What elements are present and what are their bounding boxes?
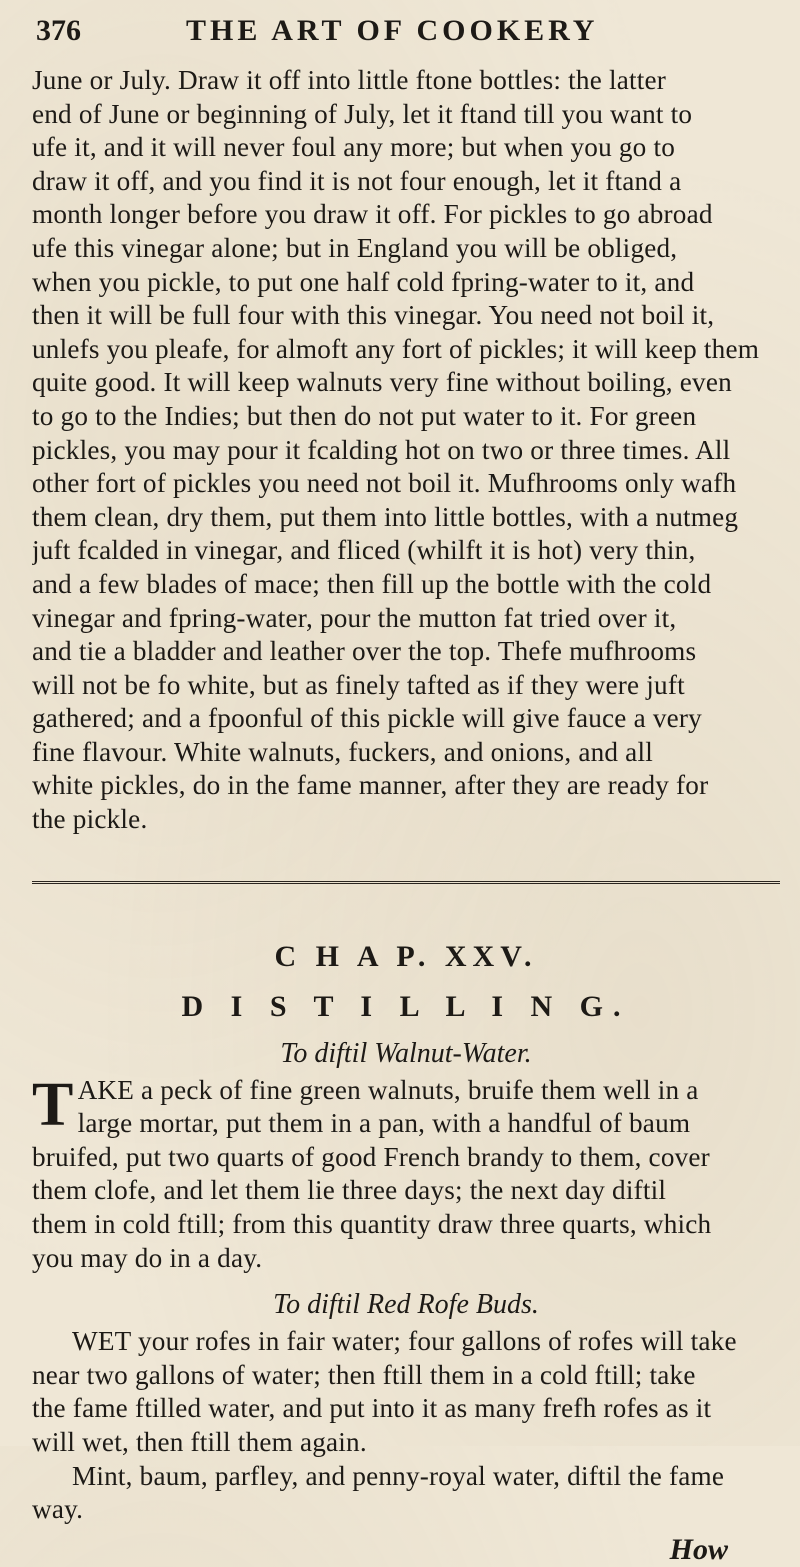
text-line: then it will be full four with this vinegar. You need not boil it, xyxy=(32,300,715,331)
recipe-rose-buds xyxy=(24,1325,788,1527)
text-line: ufe it, and it will never foul any more; but when you go to xyxy=(32,132,676,163)
text-line: juft fcalded in vinegar, and fliced (whilft it is hot) very thin, xyxy=(32,535,696,566)
text-line: will not be fo white, but as finely tafted as if they were juft xyxy=(32,669,685,700)
page-header xyxy=(24,14,788,64)
text-line: white pickles, do in the fame manner, after they are ready for xyxy=(32,770,709,801)
recipe-heading-rose-buds: To diftil Red Rofe Buds. xyxy=(273,1289,539,1321)
running-head: THE ART OF COOKERY xyxy=(186,14,599,47)
text-line: vinegar and fpring-water, pour the mutton fat tried over it, xyxy=(32,602,677,633)
text-line: June or July. Draw it off into little ftone bottles: the latter xyxy=(32,65,667,95)
text-line: month longer before you draw it off. For pickles to go abroad xyxy=(32,199,713,230)
page-number: 376 xyxy=(36,14,81,47)
text-line: ufe this vinegar alone; but in England you will be obliged, xyxy=(32,232,678,263)
text-line: other fort of pickles you need not boil it. Mufhrooms only wafh xyxy=(32,468,737,499)
section-divider xyxy=(32,881,780,884)
text-line: gathered; and a fpoonful of this pickle will give fauce a very xyxy=(32,703,702,734)
text-line: to go to the Indies; but then do not put water to it. For green xyxy=(32,400,697,431)
recipe-walnut-water xyxy=(24,1070,788,1276)
paragraph-pickles xyxy=(24,64,788,837)
text-line: them clofe, and let them lie three days; the next day diftil xyxy=(32,1175,667,1206)
text-line: them in cold ftill; from this quantity draw three quarts, which xyxy=(32,1209,712,1240)
text-line: end of June or beginning of July, let it ftand till you want to xyxy=(32,98,693,129)
text-line: will wet, then ftill them again. xyxy=(32,1427,367,1457)
book-page xyxy=(24,14,788,1567)
text-line: when you pickle, to put one half cold fpring-water to it, and xyxy=(32,266,695,297)
text-line: AKE a peck of fine green walnuts, bruife them well in a xyxy=(77,1074,699,1105)
text-line: the fame ftilled water, and put into it as many frefh rofes as it xyxy=(32,1393,712,1424)
text-line: large mortar, put them in a pan, with a handful of baum xyxy=(77,1108,691,1139)
text-line: pickles, you may pour it fcalding hot on two or three times. All xyxy=(32,434,731,465)
recipe-heading-walnut-water: To diftil Walnut-Water. xyxy=(280,1037,532,1069)
text-line: WET your rofes in fair water; four gallons of rofes will take xyxy=(72,1326,737,1357)
text-line: way. xyxy=(32,1494,84,1525)
text-line: you may do in a day. xyxy=(32,1242,263,1273)
text-line: bruifed, put two quarts of good French brandy to them, cover xyxy=(32,1141,710,1172)
text-line: Mint, baum, parfley, and penny-royal water, diftil the fame xyxy=(72,1460,725,1491)
text-line: them clean, dry them, put them into little bottles, with a nutmeg xyxy=(32,501,739,532)
text-line: unlefs you pleafe, for almoft any fort of pickles; it will keep them xyxy=(32,333,760,364)
text-line: draw it off, and you find it is not four enough, let it ftand a xyxy=(32,165,682,196)
text-line: fine flavour. White walnuts, fuckers, and onions, and all xyxy=(32,736,653,767)
text-line: quite good. It will keep walnuts very fine without boiling, even xyxy=(32,367,732,398)
text-line: the pickle. xyxy=(32,804,148,835)
chapter-number: C H A P. XXV. xyxy=(274,939,538,973)
text-line: and tie a bladder and leather over the top. Thefe mufhrooms xyxy=(32,636,697,667)
text-line: and a few blades of mace; then fill up the bottle with the cold xyxy=(32,568,712,599)
drop-cap: T xyxy=(32,1070,74,1139)
catchword: How xyxy=(669,1532,728,1566)
text-line: near two gallons of water; then ftill them in a cold ftill; take xyxy=(32,1359,696,1390)
chapter-title: D I S T I L L I N G. xyxy=(181,989,631,1023)
